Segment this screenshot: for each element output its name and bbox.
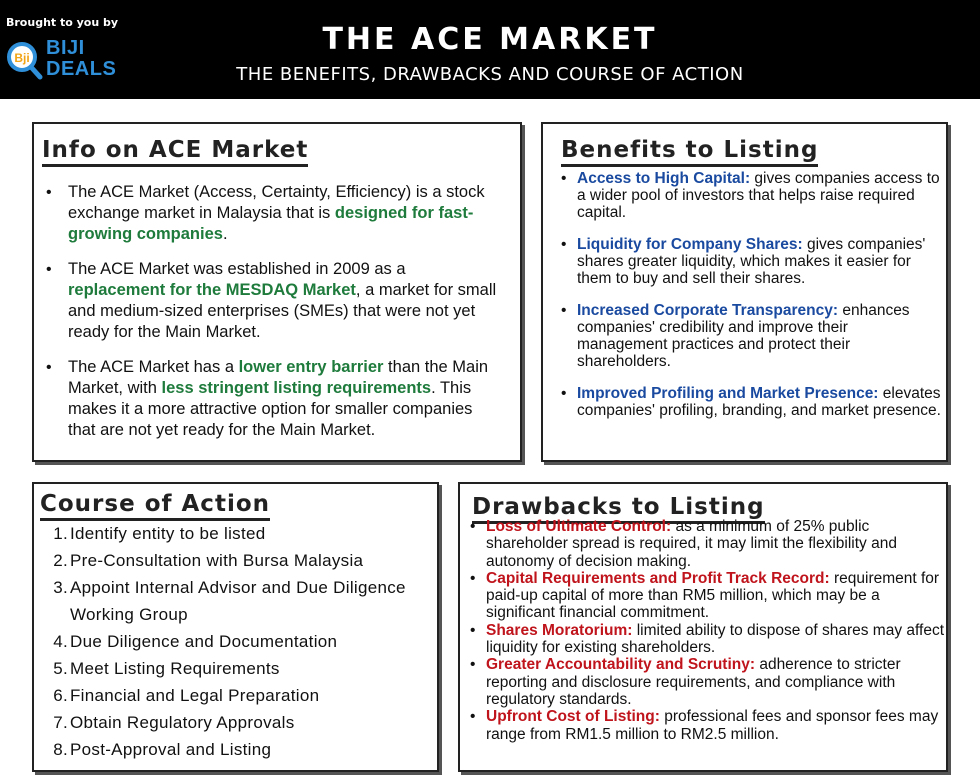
course-steps bbox=[46, 520, 436, 763]
course-step: 4. Due Diligence and Documentation bbox=[53, 632, 338, 651]
course-panel bbox=[32, 482, 439, 772]
drawback-item: • Capital Requirements and Profit Track Record: requirement for paid-up capital of more than RM5 million, which may be a significant financial commitment. bbox=[486, 570, 946, 622]
info-item: • The ACE Market was established in 2009 as a replacement for the MESDAQ Market, a market for small and medium-sized enterprises (SMEs) that were not yet ready for the Main Market. bbox=[64, 259, 504, 343]
header-banner bbox=[0, 0, 980, 99]
info-item: • The ACE Market (Access, Certainty, Efficiency) is a stock exchange market in Malaysia that is designed for fast-growing companies. bbox=[64, 182, 504, 245]
course-step: 5. Meet Listing Requirements bbox=[53, 659, 280, 678]
logo-word-biji: BIJI bbox=[46, 37, 85, 59]
benefits-title: Benefits to Listing bbox=[561, 136, 818, 167]
course-title: Course of Action bbox=[40, 490, 270, 521]
benefit-label: Access to High Capital: bbox=[577, 170, 751, 187]
brought-by-text: Brought to you by bbox=[6, 16, 119, 29]
page-subtitle: THE BENEFITS, DRAWBACKS AND COURSE OF ACTION bbox=[236, 64, 744, 85]
benefit-item: • Increased Corporate Transparency: enhances companies' credibility and improve their management practices and protect their shareholders. bbox=[577, 302, 941, 370]
info-highlight: lower entry barrier bbox=[238, 358, 384, 376]
info-highlight: designed for fast-growing companies bbox=[68, 204, 474, 243]
info-panel bbox=[32, 122, 522, 462]
info-item: • The ACE Market has a lower entry barrier than the Main Market, with less stringent listing requirements. This makes it a more attractive option for smaller companies that are not yet ready for the Main Market. bbox=[64, 357, 504, 441]
course-step: 6. Financial and Legal Preparation bbox=[53, 686, 320, 705]
drawback-label: Greater Accountability and Scrutiny: bbox=[486, 656, 756, 674]
drawbacks-panel bbox=[458, 482, 948, 772]
drawback-item: • Upfront Cost of Listing: professional fees and sponsor fees may range from RM1.5 million to RM2.5 million. bbox=[486, 708, 946, 743]
benefit-label: Improved Profiling and Market Presence: bbox=[577, 385, 879, 402]
drawback-item: • Greater Accountability and Scrutiny: adherence to stricter reporting and disclosure requirements, and compliance with regulatory standards. bbox=[486, 656, 946, 708]
drawback-label: Shares Moratorium: bbox=[486, 621, 633, 639]
drawback-label: Loss of Ultimate Control: bbox=[486, 518, 672, 535]
benefit-item: • Improved Profiling and Market Presence: elevates companies' profiling, branding, and market presence. bbox=[577, 385, 941, 419]
drawback-label: Upfront Cost of Listing: bbox=[486, 708, 660, 726]
info-list bbox=[64, 182, 504, 455]
info-highlight: less stringent listing requirements bbox=[161, 379, 432, 397]
course-step: 3. Appoint Internal Advisor and Due Diligence Working Group bbox=[53, 578, 406, 624]
benefit-item: • Liquidity for Company Shares: gives companies' shares greater liquidity, which makes it easier for them to buy and sell their shares. bbox=[577, 236, 941, 287]
benefit-label: Liquidity for Company Shares: bbox=[577, 236, 803, 253]
drawbacks-list bbox=[486, 518, 946, 743]
benefit-item: • Access to High Capital: gives companies access to a wider pool of investors that helps raise required capital. bbox=[577, 170, 941, 221]
benefit-label: Increased Corporate Transparency: bbox=[577, 302, 839, 319]
drawbacks-title: Drawbacks to Listing bbox=[472, 493, 765, 524]
drawback-label: Capital Requirements and Profit Track Record: bbox=[486, 569, 830, 587]
course-step: 1. Identify entity to be listed bbox=[53, 524, 266, 543]
benefits-panel bbox=[541, 122, 948, 462]
logo-word-deals: DEALS bbox=[46, 58, 117, 80]
benefits-list bbox=[577, 170, 941, 434]
drawback-item: • Loss of Ultimate Control: as a minimum of 25% public shareholder spread is required, it may limit the flexibility and autonomy of decision making. bbox=[486, 518, 946, 570]
page-title: THE ACE MARKET bbox=[322, 22, 658, 57]
course-step: 7. Obtain Regulatory Approvals bbox=[53, 713, 295, 732]
info-title: Info on ACE Market bbox=[42, 136, 308, 167]
course-step: 2. Pre-Consultation with Bursa Malaysia bbox=[53, 551, 364, 570]
drawback-item: • Shares Moratorium: limited ability to dispose of shares may affect liquidity for existing shareholders. bbox=[486, 622, 946, 657]
course-step: 8. Post-Approval and Listing bbox=[53, 740, 272, 759]
logo-mark-text: Bji bbox=[14, 51, 30, 65]
info-highlight: replacement for the MESDAQ Market bbox=[68, 281, 356, 299]
